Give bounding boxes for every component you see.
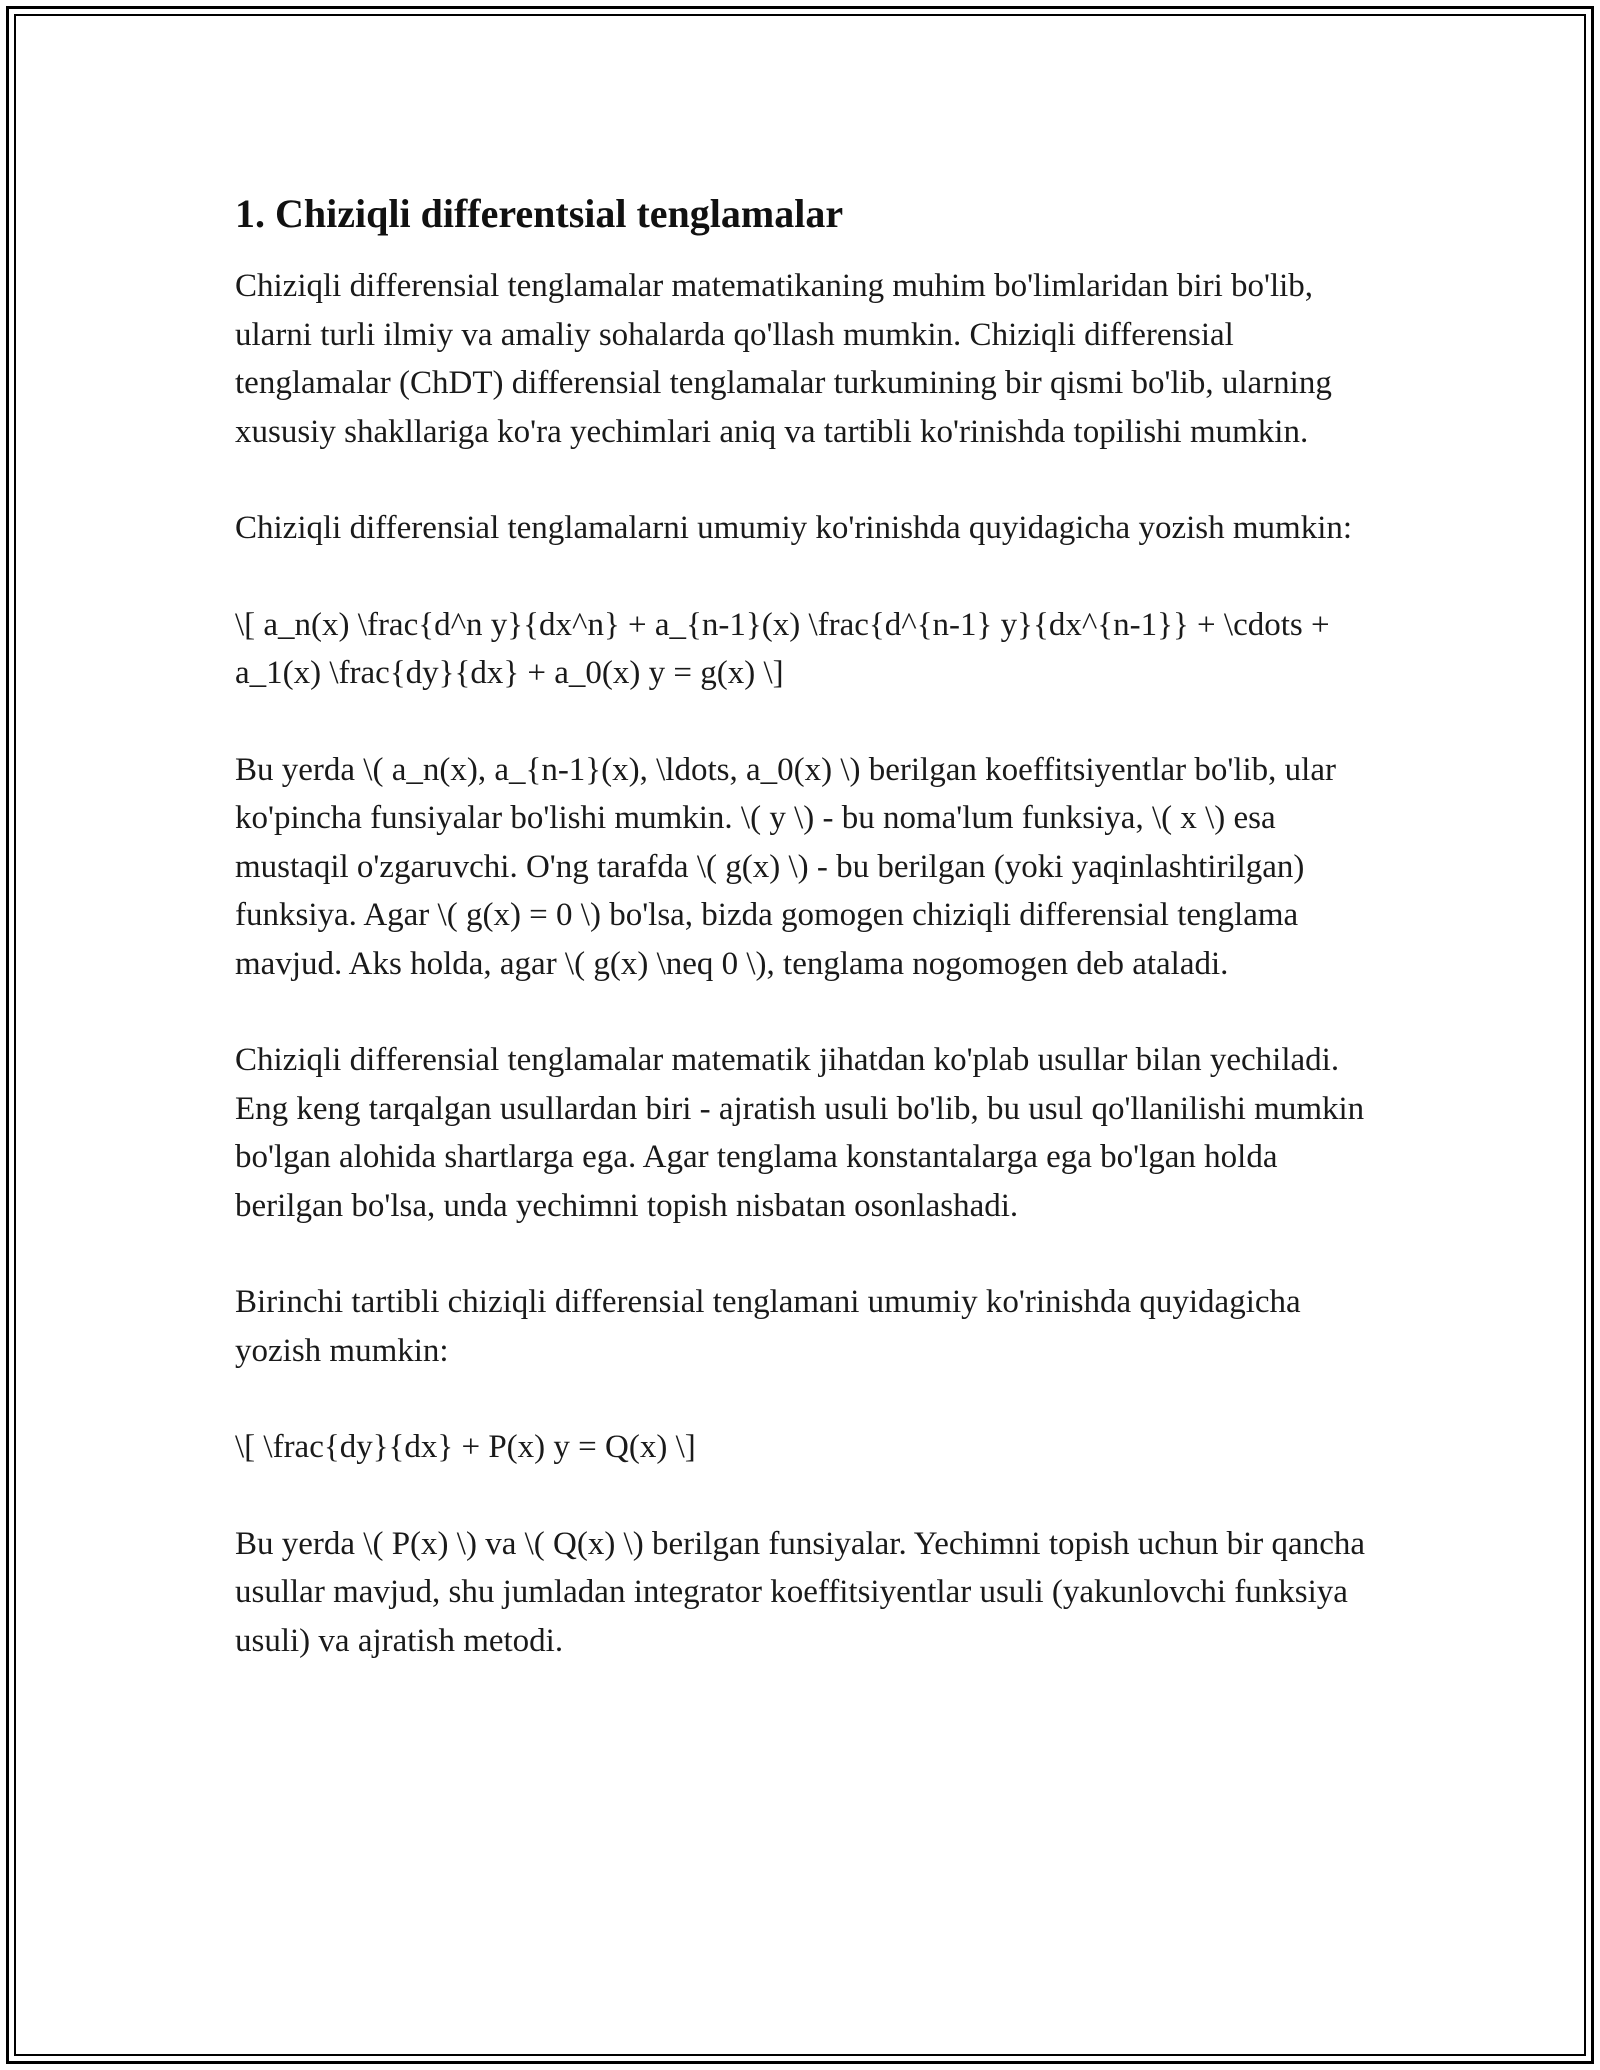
paragraph-general-form-intro: Chiziqli differensial tenglamalarni umumiy ko'rinishda quyidagicha yozish mumkin: bbox=[235, 510, 1353, 546]
paragraph-coefficients: Bu yerda \( a_n(x), a_{n-1}(x), \ldots, a_0(x) \) berilgan koeffitsiyentlar bo'lib, ular ko'pincha funsiyalar bo'lishi mumkin. \( y \) - bu noma'lum funksiya, \( x \) esa mustaqil o'zgaruvchi. O'ng tarafda \( g(x) \) - bu berilgan (yoki yaqinlashtirilgan) funksiya. Agar \( g(x) = 0 \) bo'lsa, bizda gomogen chiziqli differensial tenglama mavjud. Aks holda, agar \( g(x) \neq 0 \), tenglama nogomogen deb ataladi. bbox=[235, 751, 1336, 982]
section-heading: 1. Chiziqli differentsial tenglamalar bbox=[235, 191, 844, 236]
document-body bbox=[235, 188, 1365, 1713]
equation-general-form: \[ a_n(x) \frac{d^n y}{dx^n} + a_{n-1}(x) \frac{d^{n-1} y}{dx^{n-1}} + \cdots + a_1(x) \frac{dy}{dx} + a_0(x) y = g(x) \] bbox=[235, 606, 1330, 691]
paragraph-first-order-methods: Bu yerda \( P(x) \) va \( Q(x) \) berilgan funsiyalar. Yechimni topish uchun bir qancha usullar mavjud, shu jumladan integrator koeffitsiyentlar usuli (yakunlovchi funksiya usuli) va ajratish metodi. bbox=[235, 1525, 1365, 1659]
paragraph-first-order-intro: Birinchi tartibli chiziqli differensial tenglamani umumiy ko'rinishda quyidagicha yozish mumkin: bbox=[235, 1284, 1301, 1369]
equation-first-order: \[ \frac{dy}{dx} + P(x) y = Q(x) \] bbox=[235, 1429, 696, 1465]
paragraph-solution-methods: Chiziqli differensial tenglamalar matematik jihatdan ko'plab usullar bilan yechiladi. Eng keng tarqalgan usullardan biri - ajratish usuli bo'lib, bu usul qo'llanilishi mumkin bo'lgan alohida shartlarga ega. Agar tenglama konstantalarga ega bo'lgan holda berilgan bo'lsa, unda yechimni topish nisbatan osonlashadi. bbox=[235, 1042, 1365, 1224]
paragraph-intro: Chiziqli differensial tenglamalar matematikaning muhim bo'limlaridan biri bo'lib, ularni turli ilmiy va amaliy sohalarda qo'llash mumkin. Chiziqli differensial tenglamalar (ChDT) differensial tenglamalar turkumining bir qismi bo'lib, ularning xususiy shakllariga ko'ra yechimlari aniq va tartibli ko'rinishda topilishi mumkin. bbox=[235, 268, 1332, 450]
